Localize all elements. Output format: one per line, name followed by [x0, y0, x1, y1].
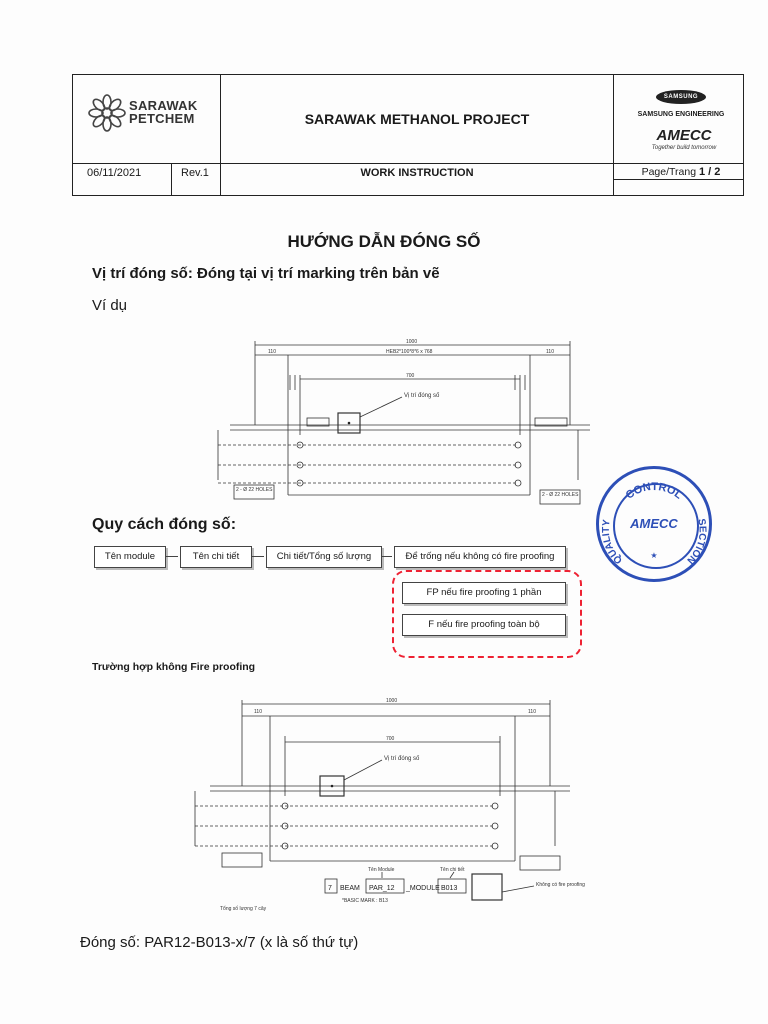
fp-option-partial: FP nếu fire proofing 1 phần: [402, 582, 566, 604]
document-type: WORK INSTRUCTION: [360, 167, 474, 179]
case-no-fire-proofing: Trường hợp không Fire proofing: [92, 661, 256, 673]
marking-module-word: _MODULE: [406, 885, 440, 892]
stamp-star-icon: ★: [650, 551, 658, 560]
page-number: Page/Trang 1 / 2: [641, 166, 721, 178]
holes-label: 2 - Ø 22 HOLES: [542, 492, 579, 498]
format-connector: [382, 556, 392, 557]
document-revision: Rev.1: [181, 167, 209, 179]
format-title: Quy cách đóng số:: [92, 516, 237, 533]
stamp-right-text: SECTION: [684, 517, 708, 566]
marking-part: B013: [441, 885, 458, 892]
profile-label: HEB2*100*8*6 x 768: [386, 349, 433, 355]
format-box-fire-proofing: Để trống nếu không có fire proofing: [394, 546, 566, 568]
marking-module: PAR_12: [369, 885, 395, 892]
format-box-quantity: Chi tiết/Tổng số lượng: [266, 546, 382, 568]
format-box-module: Tên module: [94, 546, 166, 568]
dimension-label: 700: [386, 736, 395, 742]
project-title: SARAWAK METHANOL PROJECT: [304, 111, 530, 127]
beam-drawing-2: [150, 696, 590, 926]
dimension-label: 110: [268, 349, 276, 355]
flower-logo-icon: [87, 93, 127, 133]
fp-option-full: F nếu fire proofing toàn bộ: [402, 614, 566, 636]
example-label: Ví dụ: [92, 297, 128, 314]
module-name-label: Tên Module: [368, 867, 395, 873]
basic-mark-label: *BASIC MARK : B13: [342, 898, 388, 904]
format-box-part: Tên chi tiết: [180, 546, 252, 568]
dimension-label: 110: [528, 709, 536, 715]
beam-drawing-1: [170, 335, 610, 510]
page-title: HƯỚNG DẪN ĐÓNG SỐ: [287, 232, 481, 251]
marking-example: Đóng số: PAR12-B013-x/7 (x là số thứ tự): [80, 934, 359, 951]
header-divider: [171, 163, 172, 195]
marking-position-callout: Vị trí đóng số: [384, 756, 420, 762]
svg-text:SECTION: [684, 518, 707, 566]
no-fire-proofing-note: Không có fire proofing: [536, 882, 585, 888]
quality-control-stamp: [596, 466, 712, 582]
stamp-text: [596, 466, 712, 582]
dimension-label: 700: [406, 373, 415, 379]
dimension-label: 110: [546, 349, 554, 355]
svg-text:CONTROL: [624, 481, 685, 502]
stamp-left-text: QUALITY: [600, 518, 625, 566]
marking-beam: BEAM: [340, 885, 360, 892]
dimension-label: 1000: [386, 698, 398, 704]
sarawak-petchem-logo: [87, 93, 205, 133]
samsung-engineering-label: SAMSUNG ENGINEERING: [637, 111, 725, 118]
marking-position-callout: Vị trí đóng số: [404, 393, 440, 399]
stamp-top-text: CONTROL: [623, 480, 685, 502]
sarawak-petchem-wordmark: SARAWAK PETCHEM: [129, 98, 198, 126]
total-quantity-note: Tổng số lượng 7 cây: [220, 906, 267, 912]
header-divider: [613, 75, 614, 195]
document-date: 06/11/2021: [87, 167, 142, 179]
header-divider: [613, 179, 743, 180]
amecc-tagline: Together build tomorrow: [651, 145, 717, 151]
marking-position-text: Vị trí đóng số: Đóng tại vị trí marking trên bản vẽ: [92, 265, 440, 282]
marking-qty: 7: [328, 885, 332, 892]
stamp-center-text: AMECC: [630, 516, 678, 531]
svg-text:QUALITY: [601, 519, 625, 566]
dimension-label: 110: [254, 709, 262, 715]
format-connector: [252, 556, 264, 557]
amecc-logo: AMECC: [656, 127, 712, 144]
header-divider: [73, 163, 743, 164]
part-name-label: Tên chi tiết: [440, 867, 465, 873]
dimension-label: 1000: [406, 339, 418, 345]
holes-label: 2 - Ø 22 HOLES: [236, 487, 273, 493]
format-connector: [166, 556, 178, 557]
document-header: [72, 74, 744, 196]
samsung-logo: SAMSUNG: [656, 90, 706, 104]
